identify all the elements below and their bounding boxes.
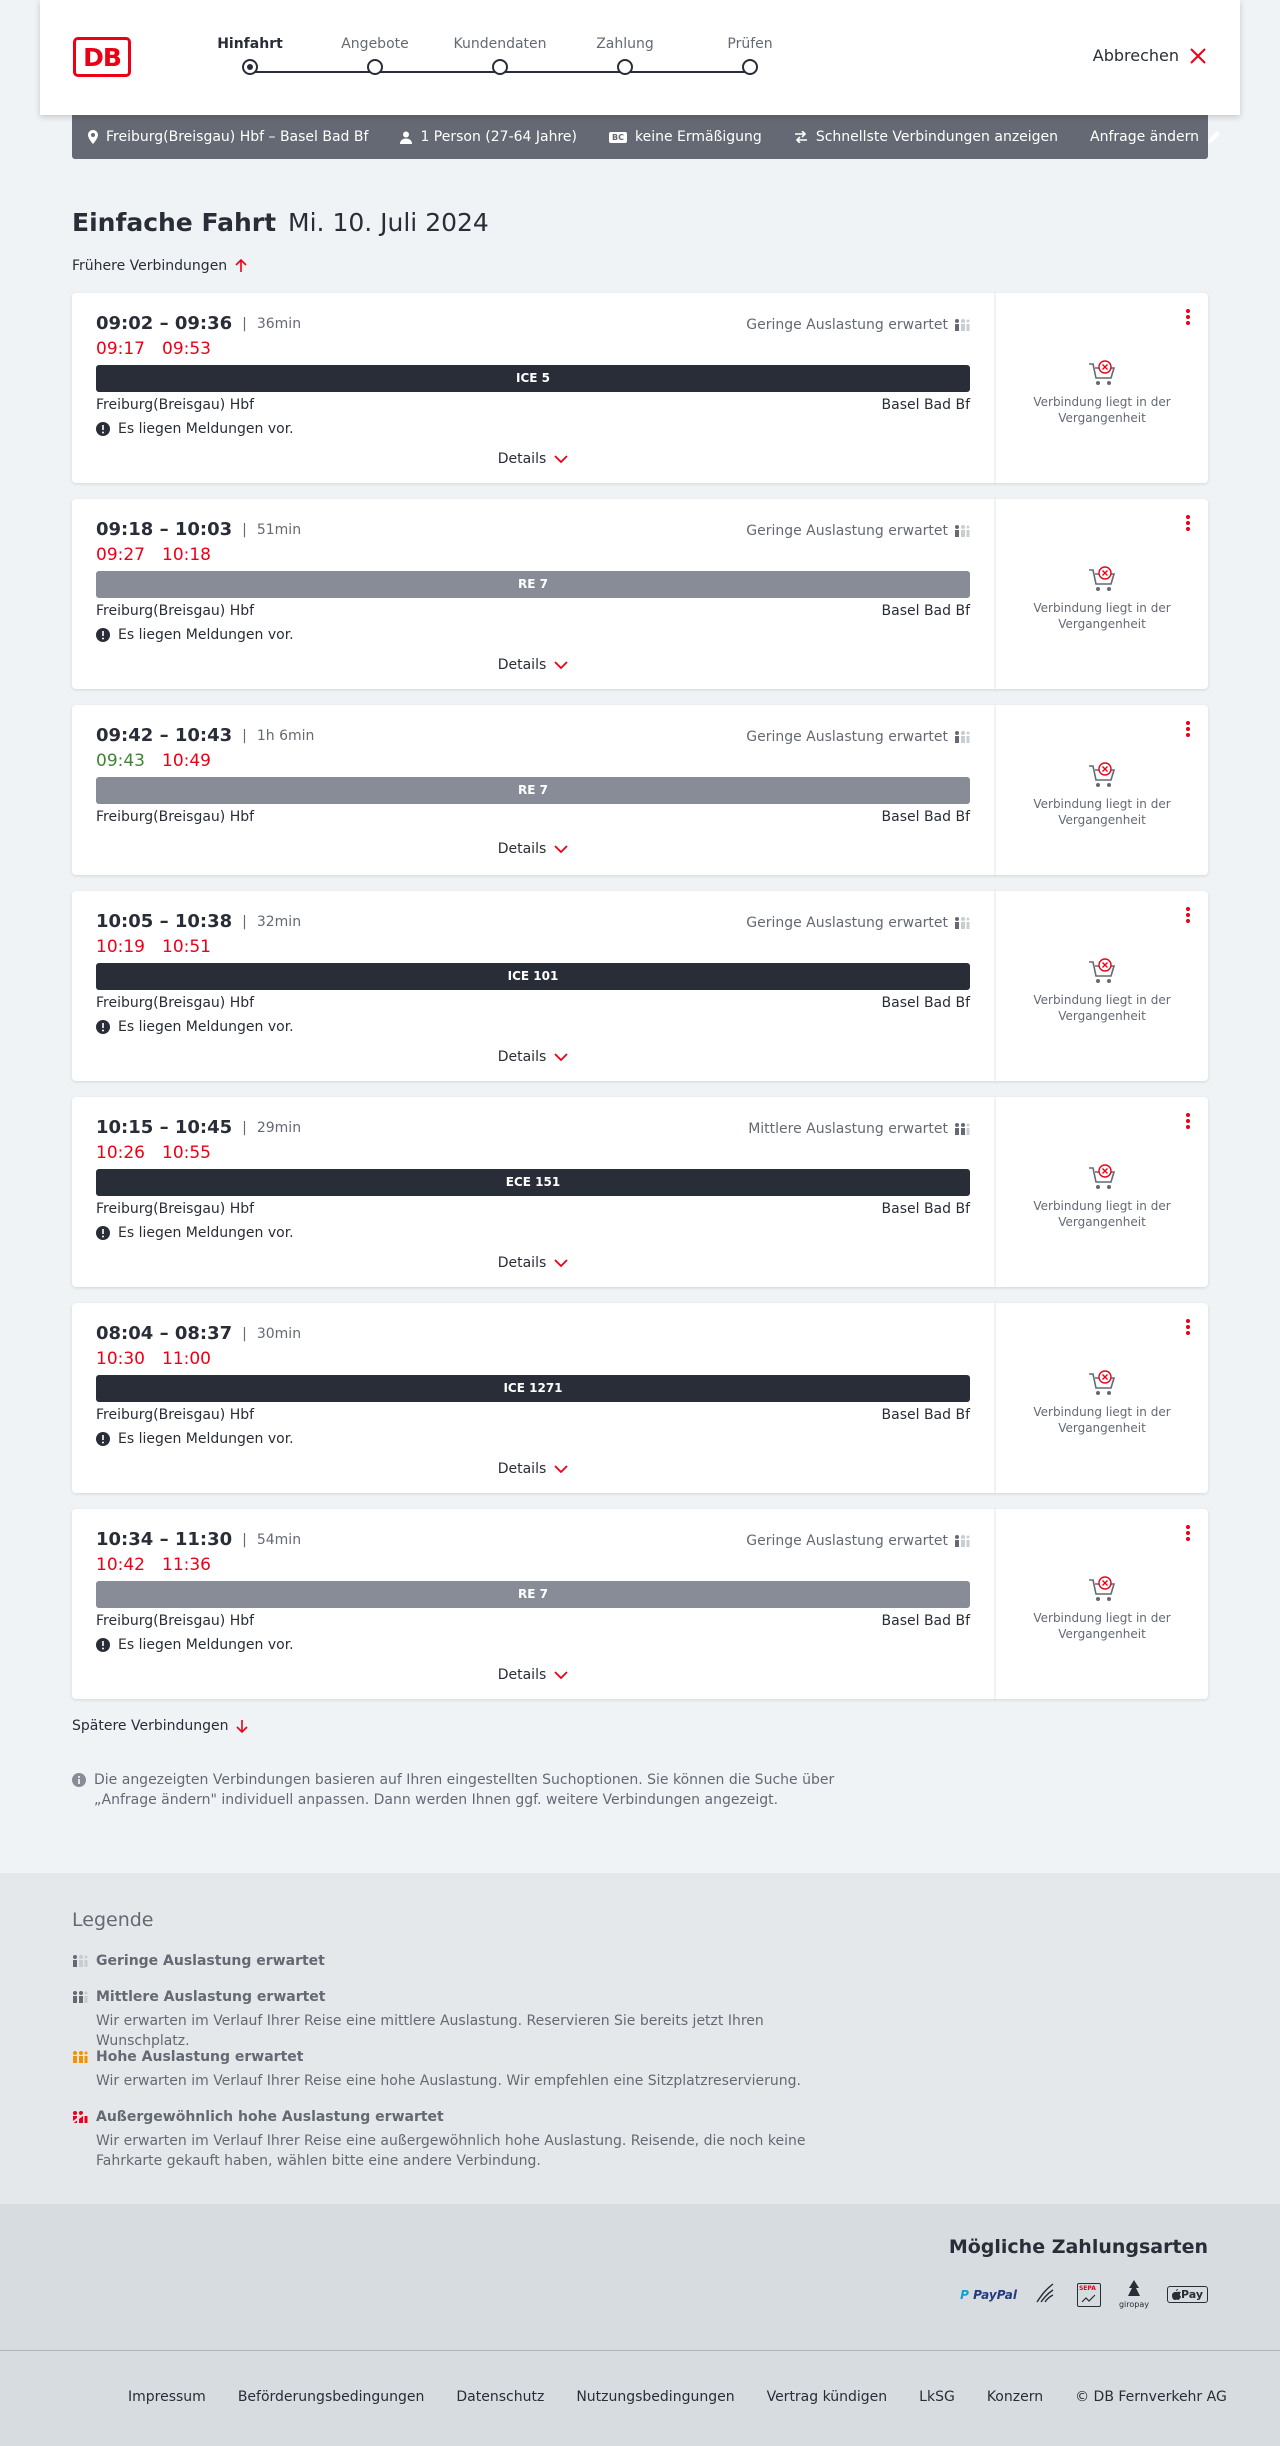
connection-card[interactable]	[72, 293, 1208, 483]
chevron-down-icon	[554, 1671, 568, 1679]
time-dash: –	[153, 1323, 175, 1344]
fastest-text: Schnellste Verbindungen anzeigen	[815, 129, 1059, 145]
destination-station: Basel Bad Bf	[881, 397, 970, 413]
step-dot	[742, 59, 758, 75]
duration: 32min	[256, 913, 302, 930]
separator: |	[242, 1531, 247, 1548]
connection-status-panel	[994, 1097, 1208, 1287]
connection-card[interactable]	[72, 705, 1208, 875]
separator: |	[242, 913, 247, 930]
details-label: Details	[497, 451, 547, 467]
footer-link-lksg[interactable]: LkSG	[919, 2389, 955, 2405]
past-connection-text: Verbindung liegt in der Vergangenheit	[1033, 1405, 1171, 1435]
details-label: Details	[497, 1255, 547, 1271]
chevron-down-icon	[554, 455, 568, 463]
step-dot	[367, 59, 383, 75]
origin-station: Freiburg(Breisgau) Hbf	[96, 1613, 255, 1629]
paypal-label: PayPal	[973, 2287, 1017, 2302]
legend-head: Außergewöhnlich hohe Auslastung erwartet	[96, 2109, 444, 2125]
past-connection-text: Verbindung liegt in der Vergangenheit	[1033, 1199, 1171, 1229]
legend-desc: Wir erwarten im Verlauf Ihrer Reise eine hohe Auslastung. Wir empfehlen eine Sitzplatzreservierung.	[96, 2073, 801, 2089]
occupancy-text: Mittlere Auslastung erwartet	[748, 1121, 948, 1137]
train-bar: ICE 5	[96, 365, 970, 392]
payment-methods-section	[0, 2204, 1280, 2350]
disruption-text: Es liegen Meldungen vor.	[118, 1019, 294, 1035]
step-hinfahrt[interactable]	[195, 33, 305, 75]
chevron-down-icon	[554, 1053, 568, 1061]
details-toggle[interactable]	[72, 841, 994, 857]
occupancy-info	[746, 729, 970, 745]
fastest-summary	[794, 129, 1058, 145]
legend-title: Legende	[72, 1909, 154, 1931]
connection-card[interactable]	[72, 499, 1208, 689]
cart-unavailable-icon	[1087, 760, 1117, 790]
step-pruefen[interactable]	[695, 33, 805, 75]
separator: |	[242, 1325, 247, 1342]
time-dash: –	[153, 313, 175, 334]
occupancy-low-icon	[954, 730, 970, 744]
legend-item-low	[72, 1953, 852, 1969]
persons-text: 1 Person (27-64 Jahre)	[420, 129, 577, 145]
realtime-arrival: 11:36	[162, 1555, 211, 1575]
connection-card[interactable]	[72, 1303, 1208, 1493]
train-bar: ICE 101	[96, 963, 970, 990]
occupancy-low-icon	[72, 1954, 88, 1968]
occupancy-exceptional-icon	[72, 2110, 88, 2124]
more-options-icon[interactable]	[1182, 1111, 1194, 1131]
origin-station: Freiburg(Breisgau) Hbf	[96, 603, 255, 619]
details-toggle[interactable]	[72, 657, 994, 673]
more-options-icon[interactable]	[1182, 307, 1194, 327]
scheduled-times	[96, 313, 301, 334]
departure-time: 09:18	[96, 519, 154, 540]
details-toggle[interactable]	[72, 1461, 994, 1477]
past-connection-text: Verbindung liegt in der Vergangenheit	[1033, 797, 1171, 827]
arrival-time: 10:45	[174, 1117, 233, 1138]
details-toggle[interactable]	[72, 451, 994, 467]
time-dash: –	[153, 1529, 175, 1550]
cart-unavailable-icon	[1087, 1574, 1117, 1604]
discount-text: keine Ermäßigung	[634, 129, 762, 145]
connection-card[interactable]	[72, 891, 1208, 1081]
details-toggle[interactable]	[72, 1667, 994, 1683]
legend-item-high	[72, 2049, 852, 2091]
occupancy-info	[746, 915, 970, 931]
past-connection-text: Verbindung liegt in der Vergangenheit	[1033, 395, 1171, 425]
past-connection-text: Verbindung liegt in der Vergangenheit	[1033, 993, 1171, 1023]
persons-summary	[400, 129, 577, 145]
footer	[0, 2350, 1280, 2446]
departure-time: 08:04	[96, 1323, 154, 1344]
realtime-times	[96, 1555, 228, 1575]
occupancy-info	[746, 523, 970, 539]
occupancy-low-icon	[954, 1534, 970, 1548]
header	[40, 0, 1240, 115]
db-logo[interactable]: DB	[73, 37, 131, 77]
connection-card[interactable]	[72, 1509, 1208, 1699]
booking-stepper	[210, 33, 773, 83]
connection-status-panel	[994, 1509, 1208, 1699]
legend-item-medium	[72, 1989, 852, 2051]
destination-station: Basel Bad Bf	[881, 1407, 970, 1423]
destination-station: Basel Bad Bf	[881, 603, 970, 619]
chevron-down-icon	[554, 1259, 568, 1267]
trip-type: Einfache Fahrt	[72, 208, 277, 237]
destination-station: Basel Bad Bf	[881, 995, 970, 1011]
connection-main	[72, 1509, 994, 1699]
info-icon	[72, 1773, 86, 1787]
occupancy-text: Geringe Auslastung erwartet	[746, 317, 948, 333]
time-dash: –	[153, 725, 175, 746]
occupancy-text: Geringe Auslastung erwartet	[746, 729, 948, 745]
alert-icon	[96, 628, 110, 642]
occupancy-low-icon	[954, 524, 970, 538]
realtime-times	[96, 1349, 228, 1369]
search-info-text: Die angezeigten Verbindungen basieren auf Ihren eingestellten Suchoptionen. Sie können die Suche über „Anfrage ändern" individuell anpassen. Dann werden Ihnen ggf. weitere Verbindungen angezeigt.	[94, 1772, 835, 1808]
connection-main	[72, 1303, 994, 1493]
disruption-message	[96, 1431, 294, 1447]
duration: 36min	[256, 315, 302, 332]
realtime-times	[96, 339, 228, 359]
destination-station: Basel Bad Bf	[881, 1613, 970, 1629]
disruption-message	[96, 421, 294, 437]
departure-time: 10:15	[96, 1117, 154, 1138]
separator: |	[242, 315, 247, 332]
departure-time: 10:05	[96, 911, 154, 932]
apple-pay-icon	[1167, 2286, 1208, 2303]
route-summary	[88, 129, 368, 145]
search-info-note	[72, 1770, 852, 1810]
alert-icon	[96, 1432, 110, 1446]
realtime-arrival: 10:49	[162, 751, 211, 771]
step-kundendaten[interactable]	[445, 33, 555, 75]
step-dot	[617, 59, 633, 75]
cart-unavailable-icon	[1087, 358, 1117, 388]
arrow-up-icon	[235, 259, 247, 273]
swap-arrows-icon	[794, 131, 808, 143]
disruption-message	[96, 1225, 294, 1241]
earlier-connections-label: Frühere Verbindungen	[72, 258, 228, 274]
bahncard-icon: BC	[609, 132, 627, 143]
occupancy-info	[748, 1121, 970, 1137]
arrival-time: 10:38	[174, 911, 233, 932]
connection-status-panel	[994, 705, 1208, 875]
occupancy-text: Geringe Auslastung erwartet	[746, 523, 948, 539]
realtime-times	[96, 545, 228, 565]
past-connection-text: Verbindung liegt in der Vergangenheit	[1033, 1611, 1171, 1641]
footer-copyright: © DB Fernverkehr AG	[1075, 2389, 1227, 2405]
separator: |	[242, 521, 247, 538]
cart-unavailable-icon	[1087, 1162, 1117, 1192]
time-dash: –	[153, 911, 175, 932]
change-request-label: Anfrage ändern	[1090, 129, 1200, 145]
more-options-icon[interactable]	[1182, 513, 1194, 533]
legend-item-exceptional	[72, 2109, 852, 2171]
step-label: Kundendaten	[453, 36, 547, 52]
disruption-message	[96, 1637, 294, 1653]
step-label: Hinfahrt	[217, 36, 283, 52]
connection-main	[72, 293, 994, 483]
page-title	[72, 208, 489, 237]
alert-icon	[96, 1638, 110, 1652]
separator: |	[242, 727, 247, 744]
separator: |	[242, 1119, 247, 1136]
occupancy-info	[746, 1533, 970, 1549]
more-options-icon[interactable]	[1182, 1317, 1194, 1337]
origin-station: Freiburg(Breisgau) Hbf	[96, 809, 255, 825]
time-dash: –	[153, 519, 175, 540]
realtime-arrival: 11:00	[162, 1349, 211, 1369]
connection-status-panel	[994, 1303, 1208, 1493]
duration: 54min	[256, 1531, 302, 1548]
realtime-arrival: 10:51	[162, 937, 211, 957]
step-label: Zahlung	[596, 36, 654, 52]
trip-date: Mi. 10. Juli 2024	[288, 208, 489, 237]
step-dot	[492, 59, 508, 75]
train-bar: RE 7	[96, 777, 970, 804]
apple-pay-label: Pay	[1180, 2288, 1203, 2301]
step-zahlung[interactable]	[570, 33, 680, 75]
occupancy-text: Geringe Auslastung erwartet	[746, 915, 948, 931]
connection-status-panel	[994, 293, 1208, 483]
connection-main	[72, 1097, 994, 1287]
close-icon	[1189, 47, 1207, 65]
occupancy-medium-icon	[954, 1122, 970, 1136]
later-connections-label: Spätere Verbindungen	[72, 1718, 229, 1734]
train-bar: ECE 151	[96, 1169, 970, 1196]
details-label: Details	[497, 1461, 547, 1477]
realtime-departure: 09:43	[96, 751, 145, 771]
legend-section	[0, 1873, 1280, 2204]
more-options-icon[interactable]	[1182, 1523, 1194, 1543]
disruption-message	[96, 1019, 294, 1035]
realtime-departure: 09:17	[96, 339, 145, 359]
train-bar: RE 7	[96, 1581, 970, 1608]
origin-station: Freiburg(Breisgau) Hbf	[96, 1407, 255, 1423]
giropay-icon	[1119, 2280, 1149, 2309]
departure-time: 10:34	[96, 1529, 154, 1550]
occupancy-low-icon	[954, 916, 970, 930]
step-dot	[242, 59, 258, 75]
alert-icon	[96, 422, 110, 436]
occupancy-info	[746, 317, 970, 333]
connection-status-panel	[994, 499, 1208, 689]
duration: 51min	[256, 521, 302, 538]
duration: 29min	[256, 1119, 302, 1136]
destination-station: Basel Bad Bf	[881, 809, 970, 825]
realtime-departure: 10:30	[96, 1349, 145, 1369]
connection-main	[72, 499, 994, 689]
legend-head: Hohe Auslastung erwartet	[96, 2049, 304, 2065]
occupancy-low-icon	[954, 318, 970, 332]
departure-time: 09:42	[96, 725, 154, 746]
earlier-connections-button[interactable]	[72, 258, 247, 274]
scheduled-times	[96, 519, 301, 540]
step-label: Angebote	[341, 36, 409, 52]
cart-unavailable-icon	[1087, 564, 1117, 594]
credit-card-contactless-icon	[1035, 2282, 1059, 2308]
legend-desc: Wir erwarten im Verlauf Ihrer Reise eine mittlere Auslastung. Reservieren Sie bereits jetzt Ihren Wunschplatz.	[96, 2013, 764, 2049]
more-options-icon[interactable]	[1182, 719, 1194, 739]
occupancy-medium-icon	[72, 1990, 88, 2004]
arrival-time: 10:03	[174, 519, 233, 540]
realtime-departure: 09:27	[96, 545, 145, 565]
scheduled-times	[96, 1529, 301, 1550]
footer-link-nutzungsbedingungen[interactable]: Nutzungsbedingungen	[576, 2389, 735, 2405]
connection-main	[72, 705, 994, 875]
footer-link-impressum[interactable]: Impressum	[128, 2389, 206, 2405]
realtime-arrival: 09:53	[162, 339, 211, 359]
cart-unavailable-icon	[1087, 956, 1117, 986]
details-label: Details	[497, 1667, 547, 1683]
train-bar: ICE 1271	[96, 1375, 970, 1402]
sepa-label: SEPA	[1078, 2284, 1096, 2292]
details-toggle[interactable]	[72, 1255, 994, 1271]
origin-station: Freiburg(Breisgau) Hbf	[96, 397, 255, 413]
cancel-button[interactable]	[1093, 46, 1207, 65]
train-bar: RE 7	[96, 571, 970, 598]
occupancy-high-icon	[72, 2050, 88, 2064]
footer-links	[128, 2389, 1259, 2405]
paypal-icon: P PayPal	[960, 2287, 1017, 2302]
departure-time: 09:02	[96, 313, 154, 334]
footer-link-konzern[interactable]: Konzern	[986, 2389, 1044, 2405]
origin-station: Freiburg(Breisgau) Hbf	[96, 1201, 255, 1217]
destination-station: Basel Bad Bf	[881, 1201, 970, 1217]
step-label: Prüfen	[727, 36, 773, 52]
connection-main	[72, 891, 994, 1081]
alert-icon	[96, 1226, 110, 1240]
arrival-time: 11:30	[174, 1529, 233, 1550]
details-label: Details	[497, 841, 547, 857]
arrow-down-icon	[236, 1719, 248, 1733]
disruption-text: Es liegen Meldungen vor.	[118, 1225, 294, 1241]
payment-icons	[942, 2280, 1208, 2309]
footer-link-vertrag-kuendigen[interactable]: Vertrag kündigen	[766, 2389, 888, 2405]
disruption-text: Es liegen Meldungen vor.	[118, 1637, 294, 1653]
realtime-departure: 10:26	[96, 1143, 145, 1163]
realtime-times	[96, 751, 228, 771]
details-toggle[interactable]	[72, 1049, 994, 1065]
duration: 1h 6min	[256, 727, 315, 744]
footer-link-datenschutz[interactable]: Datenschutz	[456, 2389, 545, 2405]
disruption-text: Es liegen Meldungen vor.	[118, 1431, 294, 1447]
realtime-times	[96, 1143, 228, 1163]
past-connection-text: Verbindung liegt in der Vergangenheit	[1033, 601, 1171, 631]
cancel-label: Abbrechen	[1092, 46, 1179, 65]
realtime-departure: 10:42	[96, 1555, 145, 1575]
disruption-message	[96, 627, 294, 643]
chevron-down-icon	[554, 845, 568, 853]
realtime-arrival: 10:55	[162, 1143, 211, 1163]
change-request-button[interactable]	[1090, 129, 1221, 145]
disruption-text: Es liegen Meldungen vor.	[118, 421, 294, 437]
occupancy-text: Geringe Auslastung erwartet	[746, 1533, 948, 1549]
arrival-time: 10:43	[174, 725, 233, 746]
giropay-label: giropay	[1118, 2300, 1149, 2309]
realtime-times	[96, 937, 228, 957]
legend-head: Mittlere Auslastung erwartet	[96, 1989, 326, 2005]
duration: 30min	[256, 1325, 302, 1342]
legend-head: Geringe Auslastung erwartet	[96, 1953, 325, 1969]
person-icon	[400, 131, 412, 144]
discount-summary	[609, 129, 762, 145]
realtime-arrival: 10:18	[162, 545, 211, 565]
footer-link-befoerderungsbedingungen[interactable]: Beförderungsbedingungen	[237, 2389, 425, 2405]
route-text: Freiburg(Breisgau) Hbf – Basel Bad Bf	[106, 129, 369, 145]
scheduled-times	[96, 911, 301, 932]
connection-card[interactable]	[72, 1097, 1208, 1287]
origin-station: Freiburg(Breisgau) Hbf	[96, 995, 255, 1011]
cart-unavailable-icon	[1087, 1368, 1117, 1398]
details-label: Details	[497, 1049, 547, 1065]
chevron-down-icon	[554, 1465, 568, 1473]
arrival-time: 08:37	[174, 1323, 233, 1344]
sepa-icon	[1077, 2283, 1101, 2307]
location-pin-icon	[88, 130, 98, 144]
more-options-icon[interactable]	[1182, 905, 1194, 925]
scheduled-times	[96, 1117, 301, 1138]
connection-status-panel	[994, 891, 1208, 1081]
step-angebote[interactable]	[320, 33, 430, 75]
disruption-text: Es liegen Meldungen vor.	[118, 627, 294, 643]
legend-desc: Wir erwarten im Verlauf Ihrer Reise eine außergewöhnlich hohe Auslastung. Reisende, die noch keine Fahrkarte gekauft haben, wählen bitte eine andere Verbindung.	[96, 2133, 806, 2169]
later-connections-button[interactable]	[72, 1718, 248, 1734]
time-dash: –	[153, 1117, 175, 1138]
realtime-departure: 10:19	[96, 937, 145, 957]
pencil-icon	[1207, 130, 1221, 144]
scheduled-times	[96, 725, 314, 746]
chevron-down-icon	[554, 661, 568, 669]
details-label: Details	[497, 657, 547, 673]
arrival-time: 09:36	[174, 313, 233, 334]
scheduled-times	[96, 1323, 301, 1344]
alert-icon	[96, 1020, 110, 1034]
payment-title: Mögliche Zahlungsarten	[948, 2236, 1208, 2258]
request-summary-bar	[72, 115, 1208, 159]
